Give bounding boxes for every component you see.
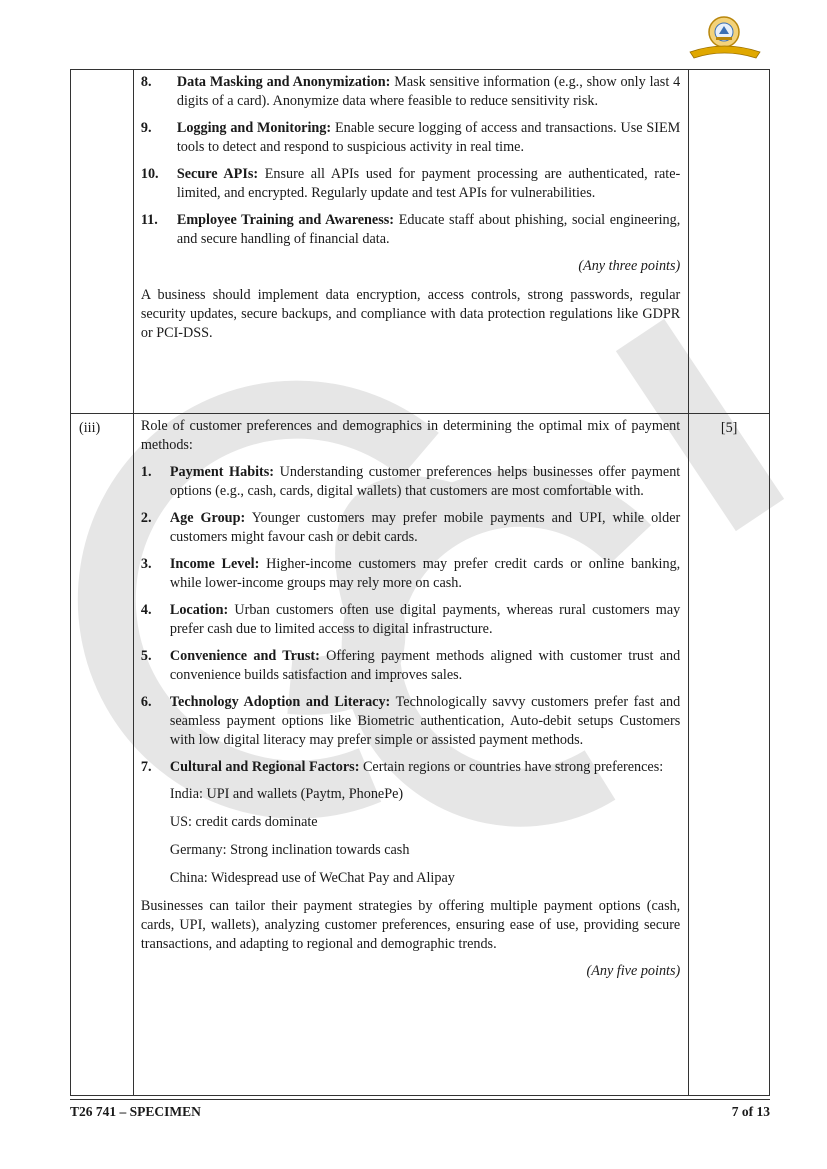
- list-item: [141, 601, 680, 639]
- item-text: Educate staff about phishing, social engineering, and secure handling of financial data.: [176, 212, 681, 247]
- marks-value: [5]: [720, 420, 738, 436]
- item-text: Mask sensitive information (e.g., show only last 4 digits of a card). Anonymize data where feasible to reduce sensitivity risk.: [176, 74, 681, 109]
- list-item: [141, 211, 680, 249]
- item-number: 9.: [140, 120, 152, 136]
- item-text: Technologically savvy customers prefer fast and seamless payment options like Biometric authentication, Auto-debit setups Customers with low digital literacy may prefer simple or assisted payment methods.: [169, 694, 681, 748]
- points-note: (Any three points): [578, 258, 681, 274]
- answer-cell: [133, 414, 688, 1096]
- item-number: 5.: [140, 648, 152, 664]
- list-item: [141, 509, 680, 547]
- item-title: Secure APIs:: [176, 166, 259, 182]
- item-number: 1.: [140, 464, 152, 480]
- item-text: Understanding customer preferences helps businesses offer payment options (e.g., cash, cards, digital wallets) that customers are most comfortable with.: [169, 464, 681, 499]
- item-number: 4.: [140, 602, 152, 618]
- item-title: Age Group:: [169, 510, 246, 526]
- item-text: Ensure all APIs used for payment processing are authenticated, rate-limited, and encrypted. Regularly update and test APIs for vulnerabilities.: [176, 166, 681, 201]
- question-label-cell: [71, 70, 134, 414]
- item-number: 11.: [140, 212, 158, 228]
- item-number: 7.: [140, 759, 152, 775]
- item-text: Higher-income customers may prefer credit cards or online banking, while lower-income groups may rely more on cash.: [169, 556, 681, 591]
- item-text: Certain regions or countries have strong preferences:: [362, 759, 664, 775]
- item-title: Location:: [169, 602, 229, 618]
- answer-table: [70, 69, 770, 1096]
- item-title: Convenience and Trust:: [169, 648, 320, 664]
- item-title: Employee Training and Awareness:: [176, 212, 394, 228]
- answer-cell: [133, 70, 688, 414]
- region-item: Germany: Strong inclination towards cash: [169, 842, 410, 858]
- list-item: [141, 758, 680, 777]
- item-title: Data Masking and Anonymization:: [176, 74, 391, 90]
- table-row: [71, 70, 770, 414]
- paper-code: T26 741 – SPECIMEN: [70, 1104, 201, 1119]
- region-item: India: UPI and wallets (Paytm, PhonePe): [169, 786, 404, 802]
- item-number: 2.: [140, 510, 152, 526]
- list-item: [141, 463, 680, 501]
- summary-paragraph: A business should implement data encryption, access controls, strong passwords, regular security updates, secure backups, and compliance with data protection regulations like GDPR or PCI-DSS.: [140, 287, 681, 341]
- item-text: Urban customers often use digital payments, whereas rural customers may prefer cash due to limited access to digital infrastructure.: [169, 602, 681, 637]
- item-number: 6.: [140, 694, 152, 710]
- item-number: 10.: [140, 166, 159, 182]
- summary-paragraph: Businesses can tailor their payment strategies by offering multiple payment options (cash, cards, UPI, wallets), analyzing customer preferences, ensuring ease of use, providing secure transactions, and adapting to regional and demographic trends.: [140, 898, 681, 952]
- marks-cell: [689, 70, 770, 414]
- list-item: [141, 73, 680, 111]
- item-number: 8.: [140, 74, 152, 90]
- list-item: [141, 647, 680, 685]
- points-note: (Any five points): [586, 963, 681, 979]
- item-text: Offering payment methods aligned with customer trust and convenience builds satisfaction and improves sales.: [169, 648, 681, 683]
- region-item: China: Widespread use of WeChat Pay and Alipay: [169, 870, 455, 886]
- question-label-cell: [71, 414, 134, 1096]
- item-text: Younger customers may prefer mobile payments and UPI, while older customers might favour cash or debit cards.: [169, 510, 681, 545]
- item-title: Income Level:: [169, 556, 260, 572]
- intro-paragraph: Role of customer preferences and demographics in determining the optimal mix of payment methods:: [140, 418, 681, 453]
- page-number: 7 of 13: [731, 1104, 770, 1119]
- list-item: [141, 165, 680, 203]
- question-label: (iii): [79, 420, 101, 436]
- region-item: US: credit cards dominate: [169, 814, 318, 830]
- item-title: Cultural and Regional Factors:: [169, 759, 360, 775]
- cisce-logo-icon: [686, 12, 764, 64]
- item-text: Enable secure logging of access and transactions. Use SIEM tools to detect and respond to suspicious activity in real time.: [176, 120, 681, 155]
- item-title: Logging and Monitoring:: [176, 120, 332, 136]
- table-row: [71, 414, 770, 1096]
- list-item: [141, 119, 680, 157]
- marks-cell: [689, 414, 770, 1096]
- list-item: [141, 555, 680, 593]
- page-footer: [70, 1099, 770, 1120]
- list-item: [141, 693, 680, 750]
- item-number: 3.: [140, 556, 152, 572]
- item-title: Payment Habits:: [169, 464, 274, 480]
- item-title: Technology Adoption and Literacy:: [169, 694, 391, 710]
